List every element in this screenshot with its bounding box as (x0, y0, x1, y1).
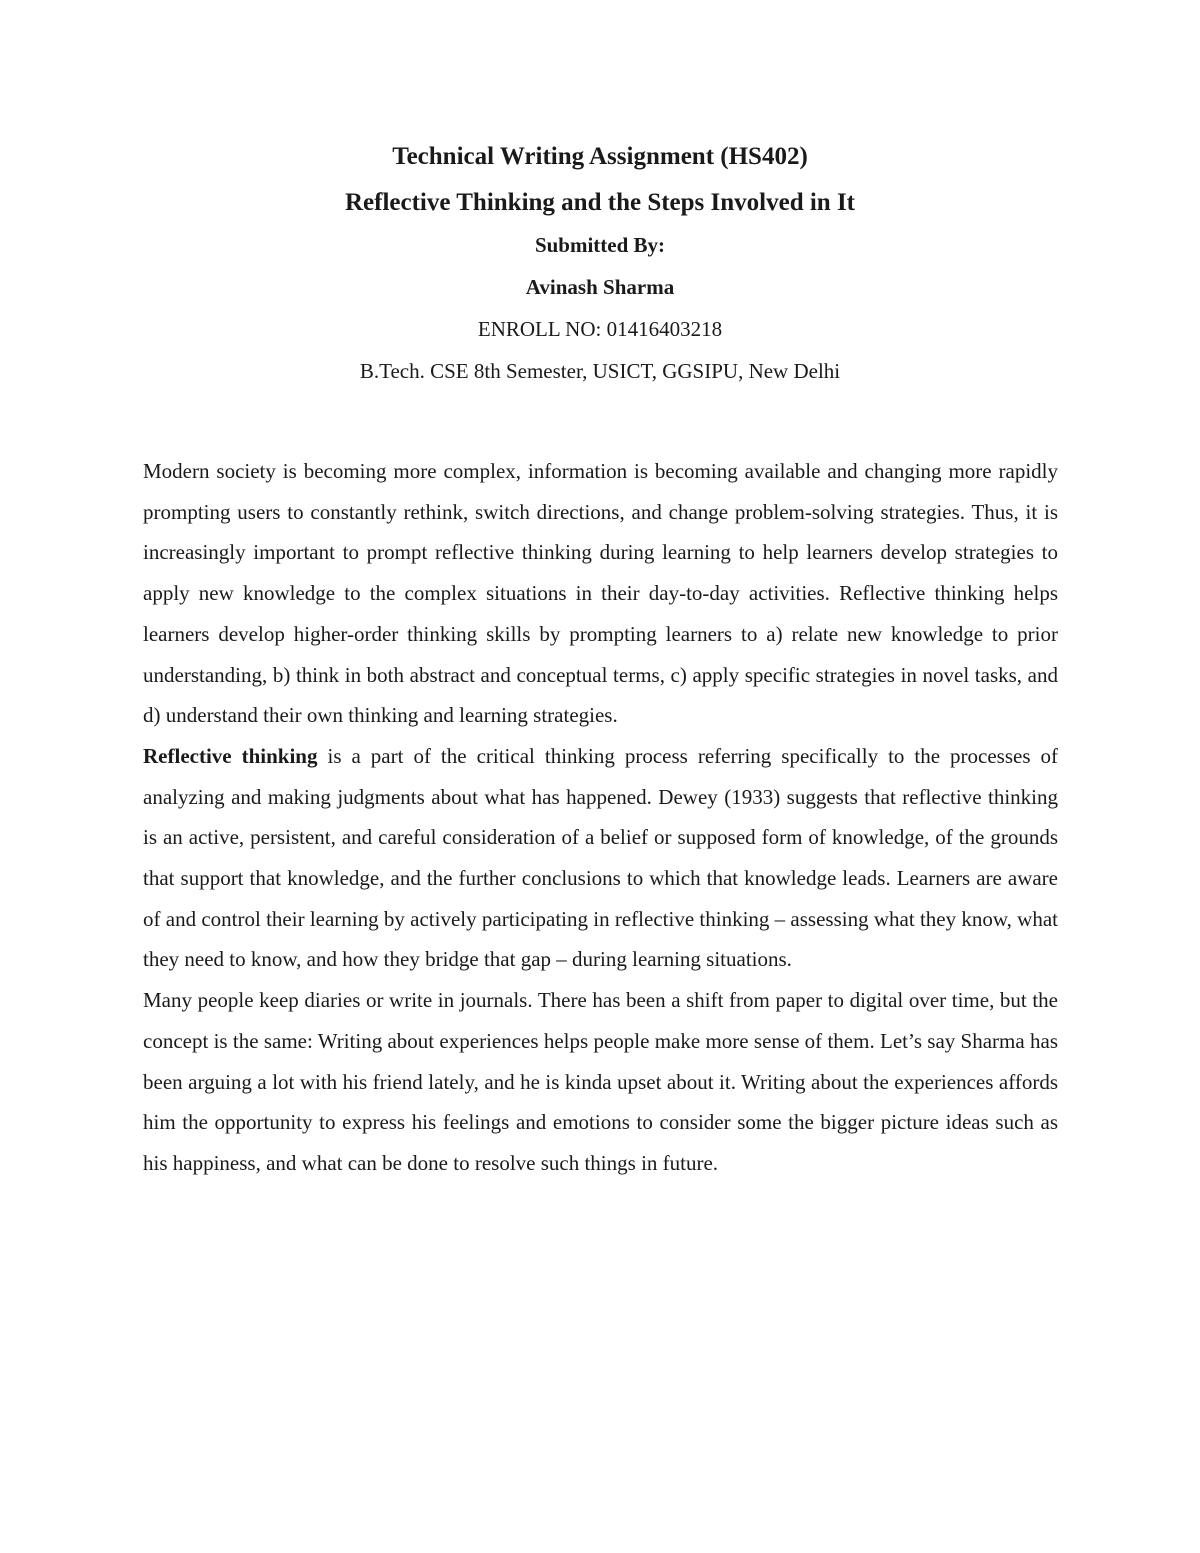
paragraph-2 (143, 736, 1058, 980)
document-body (143, 451, 1058, 1184)
paragraph-2-lead-term: Reflective thinking (143, 743, 318, 768)
enrollment-number: ENROLL NO: 01416403218 (477, 317, 723, 341)
document-title: Technical Writing Assignment (HS402) (392, 143, 808, 170)
paragraph-3: Many people keep diaries or write in journals. There has been a shift from paper to digital over time, but the concept is the same: Writing about experiences helps people make more sense of them. Let’s say Sharma has been arguing a lot with his friend lately, and he is kinda upset about it. Writing about the experiences affords him the opportunity to express his feelings and emotions to consider some the bigger picture ideas such as his happiness, and what can be done to resolve such things in future. (143, 988, 1058, 1175)
paragraph-1: Modern society is becoming more complex, information is becoming available and changing more rapidly prompting users to constantly rethink, switch directions, and change problem-solving strategies. Thus, it is increasingly important to prompt reflective thinking during learning to help learners develop strategies to apply new knowledge to the complex situations in their day-to-day activities. Reflective thinking helps learners develop higher-order thinking skills by prompting learners to a) relate new knowledge to prior understanding, b) think in both abstract and conceptual terms, c) apply specific strategies in novel tasks, and d) understand their own thinking and learning strategies. (143, 459, 1058, 728)
author-name: Avinash Sharma (525, 275, 675, 299)
paragraph-2-text: is a part of the critical thinking process referring specifically to the processes of analyzing and making judgments about what has happened. Dewey (1933) suggests that reflective thinking is an active, persistent, and careful consideration of a belief or supposed form of knowledge, of the grounds that support that knowledge, and the further conclusions to which that knowledge leads. Learners are aware of and control their learning by actively participating in reflective thinking – assessing what they know, what they need to know, and how they bridge that gap – during learning situations. (143, 743, 1059, 972)
document-header (0, 138, 1200, 384)
submitted-by-label: Submitted By: (534, 233, 666, 257)
program-info: B.Tech. CSE 8th Semester, USICT, GGSIPU, New Delhi (359, 359, 841, 383)
document-subtitle: Reflective Thinking and the Steps Involved in It (344, 189, 856, 216)
